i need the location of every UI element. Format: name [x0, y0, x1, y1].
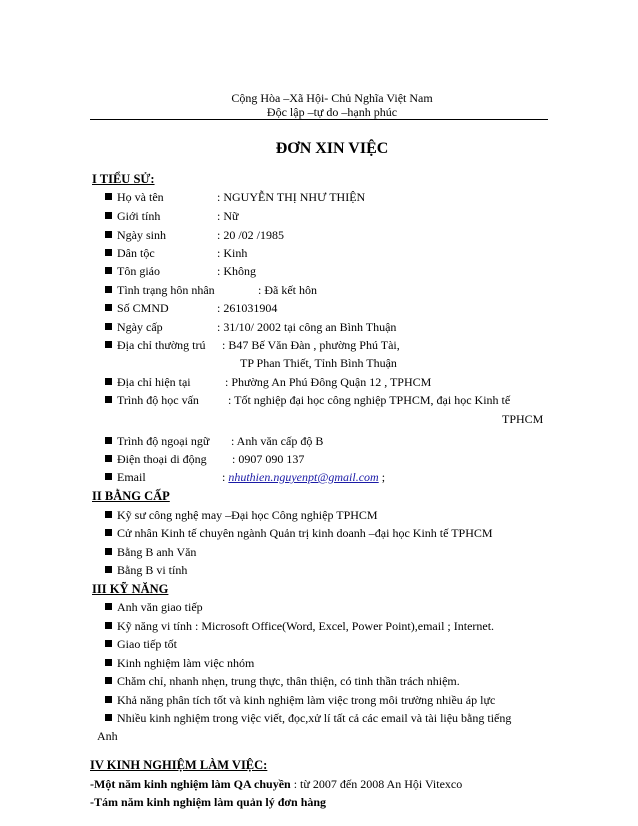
degree-item: Cử nhân Kinh tế chuyên ngành Quản trị kinh doanh –đại học Kinh tế TPHCM [117, 526, 493, 541]
degree-item: Bằng B anh Văn [117, 545, 196, 560]
section-heading-bio: I TIỂU SỬ: [92, 172, 155, 186]
bullet-icon [105, 548, 112, 555]
bullet-icon [105, 714, 112, 721]
bio-item-gender: Giới tính : Nữ [117, 209, 160, 224]
bio-item-name: Họ và tên : NGUYỄN THỊ NHƯ THIỆN [117, 190, 164, 205]
skill-item: Kinh nghiệm làm việc nhóm [117, 656, 254, 671]
section-heading-skills: III KỸ NĂNG [92, 582, 169, 596]
bullet-icon [105, 511, 112, 518]
bio-item-issue-date: Ngày cấp : 31/10/ 2002 tại công an Bình Thuận [117, 320, 163, 335]
bullet-icon [105, 323, 112, 330]
bio-item-religion: Tôn giáo : Không [117, 264, 160, 279]
skill-item: Nhiều kinh nghiệm trong việc viết, đọc,xử lí tất cả các email và tài liệu bằng tiếng [117, 711, 511, 726]
skill-item: Kỹ năng vi tính : Microsoft Office(Word, Excel, Power Point),email ; Internet. [117, 619, 494, 634]
bullet-icon [105, 396, 112, 403]
bio-item-marital-status: Tình trạng hôn nhân : Đã kết hôn [117, 283, 215, 298]
email-link[interactable]: nhuthien.nguyenpt@gmail.com [228, 470, 379, 484]
skill-item-continuation: Anh [97, 729, 118, 743]
bullet-icon [105, 231, 112, 238]
bio-item-permanent-address: Địa chỉ thường trú : B47 Bế Văn Đàn , phường Phú Tài, [117, 338, 206, 353]
bullet-icon [105, 473, 112, 480]
bio-item-email: Email : nhuthien.nguyenpt@gmail.com ; [117, 470, 146, 485]
bio-item-id-number: Số CMND : 261031904 [117, 301, 169, 316]
bullet-icon [105, 529, 112, 536]
section-heading-degrees: II BẰNG CẤP [92, 489, 170, 503]
bullet-icon [105, 249, 112, 256]
document-title: ĐƠN XIN VIỆC [275, 140, 389, 157]
bio-item-ethnicity: Dân tộc : Kinh [117, 246, 155, 261]
bullet-icon [105, 378, 112, 385]
degree-item: Bằng B vi tính [117, 563, 187, 578]
national-slogan: Độc lập –tự do –hạnh phúc [266, 105, 398, 119]
experience-line-qa: -Một năm kinh nghiệm làm QA chuyền : từ 2007 đến 2008 An Hội Vitexco [90, 777, 463, 791]
bullet-icon [105, 286, 112, 293]
bullet-icon [105, 437, 112, 444]
skill-item: Giao tiếp tốt [117, 637, 177, 652]
bullet-icon [105, 455, 112, 462]
experience-line-order-management: -Tám năm kinh nghiệm làm quản lý đơn hàng [90, 795, 327, 809]
bio-item-birthdate: Ngày sinh : 20 /02 /1985 [117, 228, 166, 243]
degree-item: Kỹ sư công nghệ may –Đại học Công nghiệp TPHCM [117, 508, 378, 523]
bio-item-foreign-language: Trình độ ngoại ngữ : Anh văn cấp độ B [117, 434, 209, 449]
bio-item-current-address: Địa chỉ hiện tại : Phường An Phú Đông Quận 12 , TPHCM [117, 375, 191, 390]
bullet-icon [105, 267, 112, 274]
education-continuation: TPHCM [502, 412, 544, 426]
bullet-icon [105, 640, 112, 647]
skill-item: Anh văn giao tiếp [117, 600, 203, 615]
bullet-icon [105, 341, 112, 348]
national-motto: Cộng Hòa –Xã Hội- Chủ Nghĩa Việt Nam [231, 91, 433, 105]
bio-item-mobile-phone: Điện thoại di động : 0907 090 137 [117, 452, 207, 467]
bullet-icon [105, 677, 112, 684]
header-divider [90, 119, 548, 120]
bullet-icon [105, 566, 112, 573]
skill-item: Khả năng phân tích tốt và kinh nghiệm làm việc trong môi trường nhiều áp lực [117, 693, 495, 708]
bullet-icon [105, 696, 112, 703]
bullet-icon [105, 622, 112, 629]
bullet-icon [105, 193, 112, 200]
permanent-address-continuation: TP Phan Thiết, Tỉnh Bình Thuận [240, 356, 397, 370]
bullet-icon [105, 603, 112, 610]
bullet-icon [105, 659, 112, 666]
bio-item-education: Trình độ học vấn : Tốt nghiệp đại học công nghiệp TPHCM, đại học Kinh tế [117, 393, 199, 408]
skill-item: Chăm chỉ, nhanh nhẹn, trung thực, thân thiện, có tinh thần trách nhiệm. [117, 674, 460, 689]
bullet-icon [105, 304, 112, 311]
bullet-icon [105, 212, 112, 219]
section-heading-experience: IV KINH NGHIỆM LÀM VIỆC: [90, 758, 268, 772]
